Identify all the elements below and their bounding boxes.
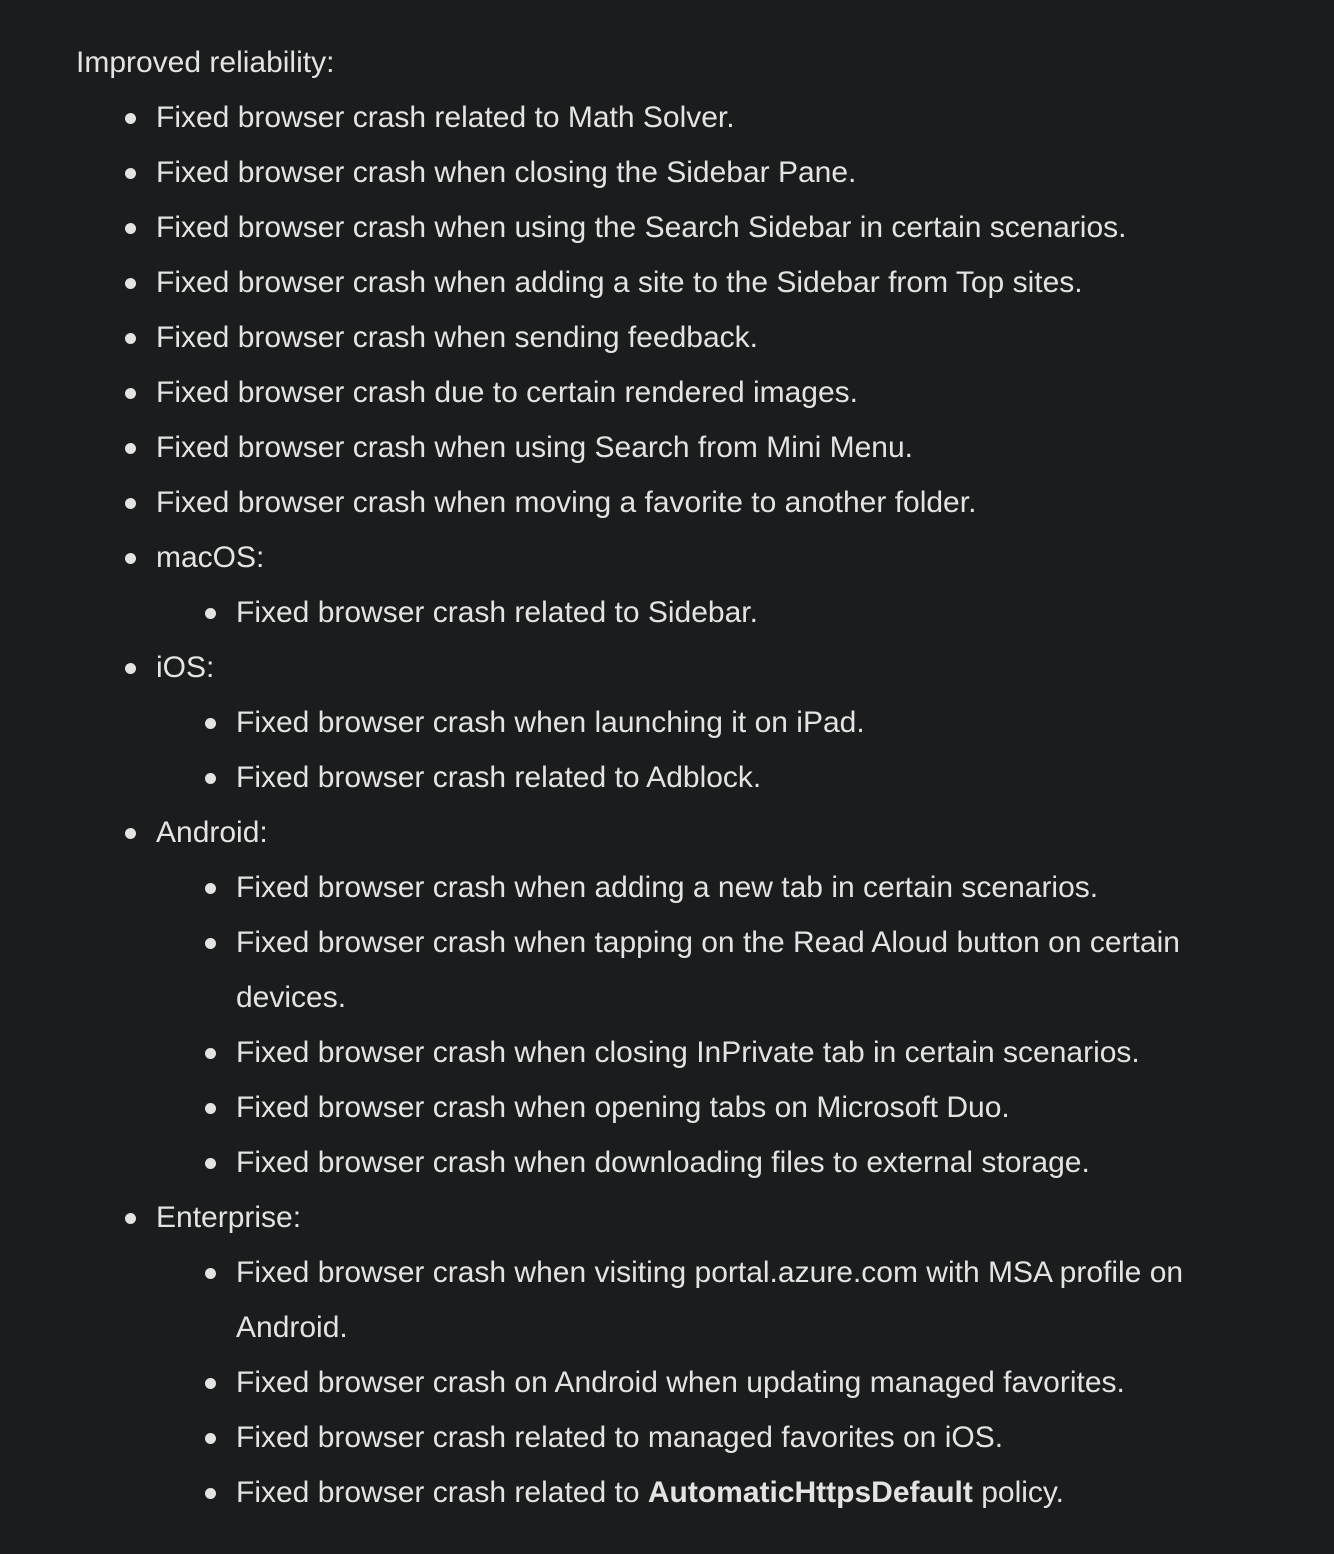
list-item-text: Fixed browser crash when moving a favorite to another folder. xyxy=(156,486,977,519)
text-suffix: policy. xyxy=(972,1476,1065,1509)
list-item xyxy=(156,310,1266,365)
list-item xyxy=(236,750,1266,805)
list-item xyxy=(236,1025,1266,1080)
bullet-icon xyxy=(205,1433,216,1444)
bullet-icon xyxy=(205,718,216,729)
bullet-icon xyxy=(125,113,136,124)
list-item-text: Fixed browser crash when using the Search Sidebar in certain scenarios. xyxy=(156,211,1127,244)
bullet-icon xyxy=(205,1268,216,1279)
bullet-icon xyxy=(205,608,216,619)
group-label-android: Android: xyxy=(156,816,268,849)
bullet-icon xyxy=(125,223,136,234)
text-prefix: Fixed browser crash related to xyxy=(236,1476,648,1509)
list-item-text xyxy=(236,1465,1246,1520)
bullet-icon xyxy=(205,1103,216,1114)
list-item-text: Fixed browser crash when sending feedback. xyxy=(156,321,758,354)
list-item xyxy=(156,90,1266,145)
list-item-text: Fixed browser crash related to managed favorites on iOS. xyxy=(236,1421,1004,1454)
group-label-macos: macOS: xyxy=(156,541,265,574)
bullet-icon xyxy=(205,883,216,894)
policy-name: AutomaticHttpsDefault xyxy=(647,1476,973,1509)
list-item-text: Fixed browser crash related to Adblock. xyxy=(236,761,762,794)
bullet-icon xyxy=(205,1488,216,1499)
list-item-text: Fixed browser crash due to certain rendered images. xyxy=(156,376,859,409)
bullet-icon xyxy=(125,553,136,564)
macos-list xyxy=(156,585,1266,640)
bullet-icon xyxy=(125,663,136,674)
bullet-icon xyxy=(125,828,136,839)
list-item xyxy=(236,695,1266,750)
list-item xyxy=(236,860,1266,915)
list-item-text: Fixed browser crash when downloading files to external storage. xyxy=(236,1146,1090,1179)
group-macos xyxy=(156,530,1266,640)
list-item xyxy=(156,365,1266,420)
list-item-text: Fixed browser crash related to Sidebar. xyxy=(236,596,758,629)
bullet-icon xyxy=(125,388,136,399)
android-list xyxy=(156,860,1266,1190)
list-item xyxy=(236,1080,1266,1135)
group-android xyxy=(156,805,1266,1190)
group-ios xyxy=(156,640,1266,805)
enterprise-list xyxy=(156,1245,1266,1520)
list-item-text: Fixed browser crash when closing InPrivate tab in certain scenarios. xyxy=(236,1036,1140,1069)
list-item xyxy=(236,915,1266,1025)
list-item-text: Fixed browser crash when opening tabs on Microsoft Duo. xyxy=(236,1091,1010,1124)
list-item xyxy=(236,1410,1266,1465)
list-item-text: Fixed browser crash when closing the Sidebar Pane. xyxy=(156,156,857,189)
list-item xyxy=(156,145,1266,200)
bullet-icon xyxy=(205,1378,216,1389)
list-item xyxy=(236,585,1266,640)
group-label-ios: iOS: xyxy=(156,651,215,684)
list-item-text: Fixed browser crash when using Search from Mini Menu. xyxy=(156,431,913,464)
list-item xyxy=(156,200,1266,255)
group-enterprise xyxy=(156,1190,1266,1520)
group-label-enterprise: Enterprise: xyxy=(156,1201,302,1234)
release-notes xyxy=(76,35,1266,1520)
list-item-text: Fixed browser crash when launching it on iPad. xyxy=(236,706,865,739)
bullet-icon xyxy=(125,278,136,289)
list-item-text: Fixed browser crash when tapping on the Read Aloud button on certain devices. xyxy=(236,926,1180,1014)
list-item xyxy=(156,255,1266,310)
bullet-icon xyxy=(125,333,136,344)
list-item-text: Fixed browser crash related to Math Solver. xyxy=(156,101,735,134)
bullet-icon xyxy=(205,773,216,784)
ios-list xyxy=(156,695,1266,805)
bullet-icon xyxy=(125,443,136,454)
reliability-list xyxy=(76,90,1266,1520)
list-item-text: Fixed browser crash when visiting portal.azure.com with MSA profile on Android. xyxy=(236,1256,1184,1344)
list-item xyxy=(156,475,1266,530)
list-item-text: Fixed browser crash on Android when updating managed favorites. xyxy=(236,1366,1125,1399)
bullet-icon xyxy=(125,498,136,509)
section-intro: Improved reliability: xyxy=(76,46,335,79)
bullet-icon xyxy=(205,1158,216,1169)
bullet-icon xyxy=(125,168,136,179)
list-item-text: Fixed browser crash when adding a site to the Sidebar from Top sites. xyxy=(156,266,1083,299)
list-item xyxy=(236,1135,1266,1190)
list-item xyxy=(156,420,1266,475)
list-item xyxy=(236,1245,1266,1355)
bullet-icon xyxy=(205,1048,216,1059)
bullet-icon xyxy=(125,1213,136,1224)
bullet-icon xyxy=(205,938,216,949)
list-item xyxy=(236,1355,1266,1410)
list-item-text: Fixed browser crash when adding a new tab in certain scenarios. xyxy=(236,871,1099,904)
list-item xyxy=(236,1465,1266,1520)
